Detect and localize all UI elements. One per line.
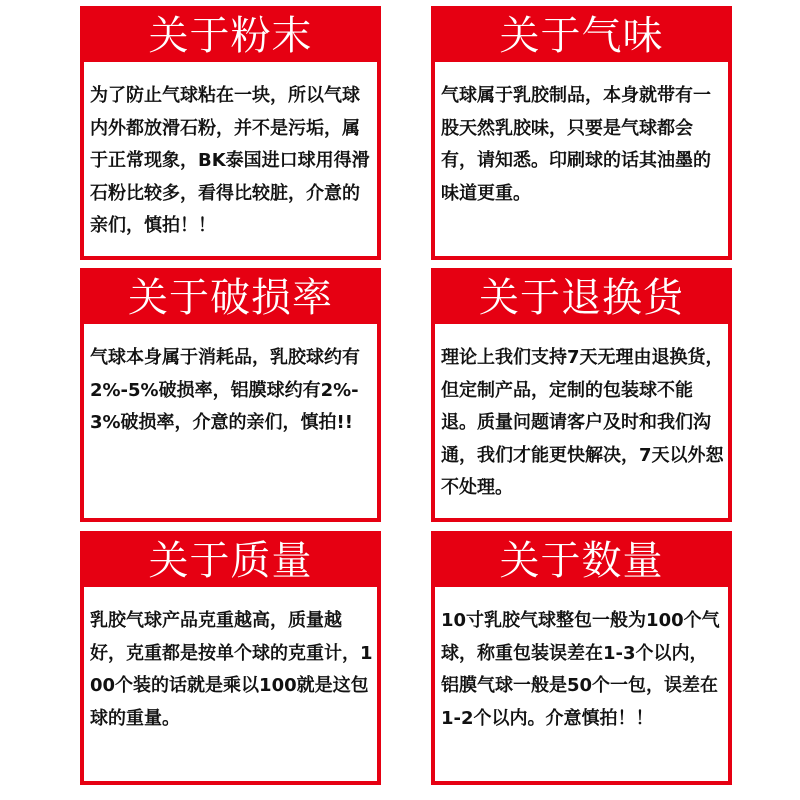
card-body-text: 为了防止气球粘在一块，所以气球内外都放滑石粉，并不是污垢，属于正常现象，BK泰国进口球用得滑石粉比较多，看得比较脏，介意的亲们，慎拍！！ xyxy=(90,85,370,236)
card-about-returns xyxy=(431,268,732,522)
card-title: 关于破损率 xyxy=(84,272,377,324)
card-body-text: 10寸乳胶气球整包一般为100个气球，称重包装误差在1-3个以内，铝膜气球一般是50个一包，误差在1-2个以内。介意慎拍！！ xyxy=(441,610,720,729)
card-title: 关于气味 xyxy=(435,10,728,62)
card-about-quantity xyxy=(431,531,732,785)
card-body-text: 乳胶气球产品克重越高，质量越好，克重都是按单个球的克重计，100个装的话就是乘以100就是这包球的重量。 xyxy=(90,610,373,729)
card-title: 关于质量 xyxy=(84,535,377,587)
card-about-smell xyxy=(431,6,732,260)
card-body-text: 气球属于乳胶制品，本身就带有一股天然乳胶味，只要是气球都会有，请知悉。印刷球的话其油墨的味道更重。 xyxy=(441,85,711,204)
card-body-text: 理论上我们支持7天无理由退换货，但定制产品，定制的包装球不能退。质量问题请客户及时和我们沟通，我们才能更快解决，7天以外恕不处理。 xyxy=(441,347,724,498)
card-title: 关于退换货 xyxy=(435,272,728,324)
card-about-powder xyxy=(80,6,381,260)
card-title: 关于数量 xyxy=(435,535,728,587)
card-body-text: 气球本身属于消耗品，乳胶球约有2%-5%破损率，铝膜球约有2%-3%破损率，介意的亲们，慎拍!! xyxy=(90,347,360,433)
card-about-quality xyxy=(80,531,381,785)
card-about-damage-rate xyxy=(80,268,381,522)
card-title: 关于粉末 xyxy=(84,10,377,62)
